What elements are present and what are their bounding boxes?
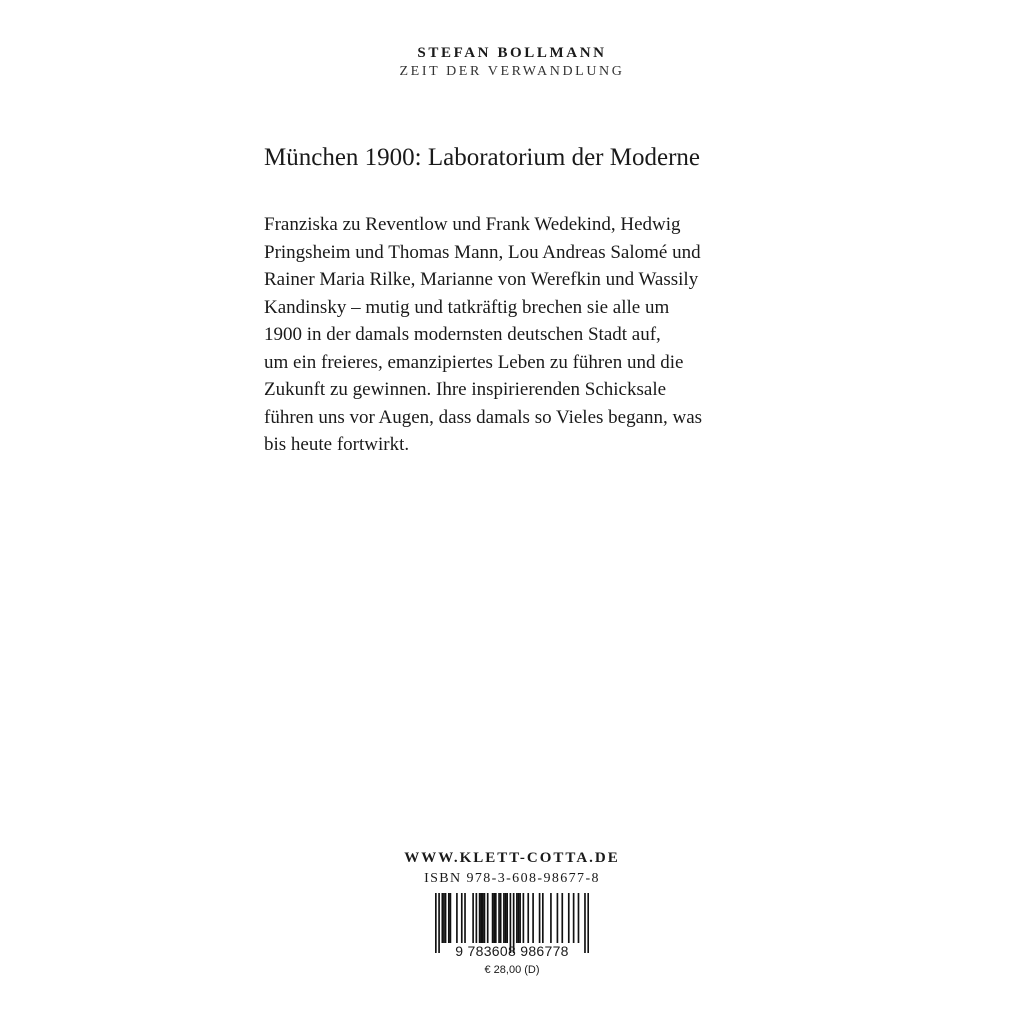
barcode-bar [450, 893, 452, 943]
barcode-bar [578, 893, 580, 943]
blurb-line: Zukunft zu gewinnen. Ihre inspirierenden Schicksale [264, 379, 667, 400]
blurb-line: Kandinsky – mutig und tatkräftig brechen sie alle um [264, 296, 670, 318]
publisher-website: WWW.KLETT-COTTA.DE [404, 850, 620, 866]
blurb-line: Rainer Maria Rilke, Marianne von Werefkin und Wassily [264, 269, 699, 290]
blurb-line: um ein freieres, emanzipiertes Leben zu führen und die [264, 351, 684, 373]
barcode-bar [441, 893, 443, 943]
barcode-bar [493, 893, 495, 943]
barcode-bar [532, 893, 534, 943]
barcode-digits: 9 783608 986778 [455, 943, 569, 959]
author-name: STEFAN BOLLMANN [417, 45, 607, 61]
barcode-bar [479, 893, 481, 943]
barcode-bar [464, 893, 466, 943]
barcode-bar [527, 893, 529, 943]
barcode-bar [516, 893, 518, 943]
barcode-bar [550, 893, 552, 943]
barcode-bar [557, 893, 559, 943]
barcode-bar [506, 893, 508, 943]
barcode-bar [523, 893, 525, 943]
headline: München 1900: Laboratorium der Moderne [264, 144, 700, 171]
barcode-bar [518, 893, 520, 943]
barcode-bar [443, 893, 445, 943]
barcode-bar [476, 893, 478, 943]
barcode-bar [568, 893, 570, 943]
isbn-number: ISBN 978-3-608-98677-8 [424, 871, 600, 886]
barcode-bar [492, 893, 494, 943]
barcode-bar [461, 893, 463, 943]
barcode-bar [500, 893, 502, 943]
barcode-bar [495, 893, 497, 943]
barcode-bar [498, 893, 500, 943]
barcode-bar [480, 893, 482, 943]
blurb-line: führen uns vor Augen, dass damals so Vieles begann, was [264, 406, 703, 428]
barcode-bar [542, 893, 544, 943]
blurb-line: Franziska zu Reventlow und Frank Wedekind, Hedwig [264, 214, 681, 235]
barcode-bar [456, 893, 458, 943]
book-title: ZEIT DER VERWANDLUNG [399, 64, 625, 79]
blurb-text [264, 211, 764, 459]
barcode-bar [503, 893, 505, 943]
barcode-bar [445, 893, 447, 943]
barcode-bar [573, 893, 575, 943]
blurb-line: bis heute fortwirkt. [264, 434, 410, 455]
price-label: € 28,00 (D) [484, 964, 540, 976]
barcode-bar [482, 893, 484, 943]
barcode-bar [487, 893, 489, 943]
back-cover-header [0, 44, 1024, 81]
barcode-bar [484, 893, 486, 943]
barcode-bar [539, 893, 541, 943]
barcode-bar [448, 893, 450, 943]
blurb-line: Pringsheim und Thomas Mann, Lou Andreas Salomé und [264, 241, 701, 263]
barcode-bar [519, 893, 521, 943]
blurb-line: 1900 in der damals modernsten deutschen Stadt auf, [264, 324, 661, 345]
barcode-bar [561, 893, 563, 943]
publisher-footer [0, 848, 1024, 889]
barcode-bar [472, 893, 474, 943]
barcode-bar [505, 893, 507, 943]
